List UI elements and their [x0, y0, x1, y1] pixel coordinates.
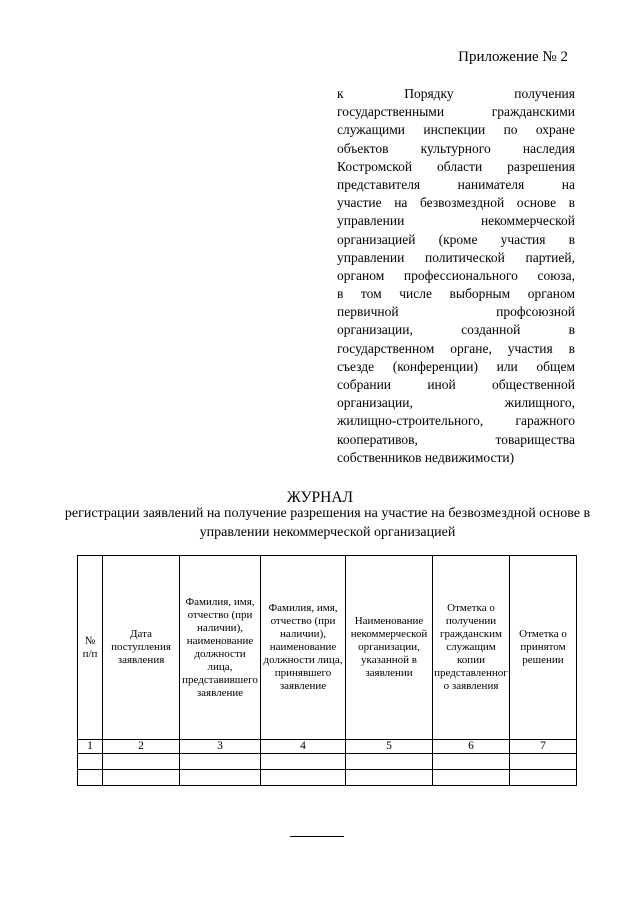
- column-header-date: Дата поступления заявления: [103, 556, 180, 740]
- appendix-line: участие на безвозмездной основе в: [337, 195, 575, 211]
- appendix-line: государственными гражданскими: [337, 104, 575, 120]
- appendix-line: управлении политической партией,: [337, 249, 575, 265]
- journal-table: [77, 555, 577, 786]
- table-cell[interactable]: [180, 770, 261, 786]
- table-cell[interactable]: [510, 770, 577, 786]
- appendix-line: кооперативов, товарищества: [337, 431, 575, 447]
- appendix-line: управлении некоммерческой: [337, 213, 575, 229]
- appendix-title: Приложение № 2: [458, 49, 568, 65]
- journal-subtitle: регистрации заявлений на получение разрешения на участие на безвозмездной основе в управлении некоммерческой организацией: [64, 506, 591, 540]
- table-cell[interactable]: [346, 754, 433, 770]
- appendix-line: Костромской области разрешения: [337, 158, 575, 174]
- table-cell[interactable]: [433, 754, 510, 770]
- table-cell[interactable]: [261, 754, 346, 770]
- appendix-line: служащими инспекции по охране: [337, 122, 575, 138]
- appendix-line: первичной профсоюзной: [337, 304, 575, 320]
- column-number: 5: [346, 740, 433, 754]
- column-header-decision: Отметка о принятом решении: [510, 556, 577, 740]
- appendix-line: организацией (кроме участия в: [337, 231, 575, 247]
- appendix-line: к Порядку получения: [337, 86, 575, 101]
- column-header-submitter: Фамилия, имя, отчество (при наличии), наименование должности лица, представившего заявление: [180, 556, 261, 740]
- appendix-line: в том числе выборным органом: [337, 286, 575, 302]
- appendix-line: собственников недвижимости): [337, 449, 515, 465]
- footer-divider: [290, 836, 344, 837]
- column-number-row: [78, 740, 577, 754]
- appendix-line: съезде (конференции) или общем: [337, 358, 575, 374]
- table-cell[interactable]: [78, 754, 103, 770]
- appendix-line: объектов культурного наследия: [337, 140, 575, 156]
- table-cell[interactable]: [346, 770, 433, 786]
- table-cell[interactable]: [261, 770, 346, 786]
- table-cell[interactable]: [103, 754, 180, 770]
- column-header-copy-receipt: Отметка о получении гражданским служащим копии представленного заявления: [433, 556, 510, 740]
- column-number: 1: [78, 740, 103, 754]
- column-header-receiver: Фамилия, имя, отчество (при наличии), наименование должности лица, принявшего заявление: [261, 556, 346, 740]
- table-cell[interactable]: [103, 770, 180, 786]
- column-header-number: № п/п: [78, 556, 103, 740]
- appendix-line: представителя нанимателя на: [337, 176, 575, 192]
- table-header-row: [78, 556, 577, 740]
- table-cell[interactable]: [510, 754, 577, 770]
- appendix-line: организации, жилищного,: [337, 395, 575, 411]
- journal-title: ЖУРНАЛ: [286, 489, 354, 506]
- column-number: 4: [261, 740, 346, 754]
- appendix-line: собрании иной общественной: [337, 377, 575, 392]
- appendix-line: жилищно-строительного, гаражного: [337, 413, 575, 429]
- appendix-description: [337, 85, 575, 467]
- column-number: 6: [433, 740, 510, 754]
- table-cell[interactable]: [433, 770, 510, 786]
- appendix-line: организации, созданной в: [337, 322, 575, 338]
- appendix-line: органом профессионального союза,: [337, 267, 575, 283]
- column-header-organization: Наименование некоммерческой организации, указанной в заявлении: [346, 556, 433, 740]
- column-number: 3: [180, 740, 261, 754]
- table-row: [78, 754, 577, 770]
- table-cell[interactable]: [78, 770, 103, 786]
- column-number: 7: [510, 740, 577, 754]
- appendix-line: государственном органе, участия в: [337, 340, 575, 356]
- table-cell[interactable]: [180, 754, 261, 770]
- column-number: 2: [103, 740, 180, 754]
- table-row: [78, 770, 577, 786]
